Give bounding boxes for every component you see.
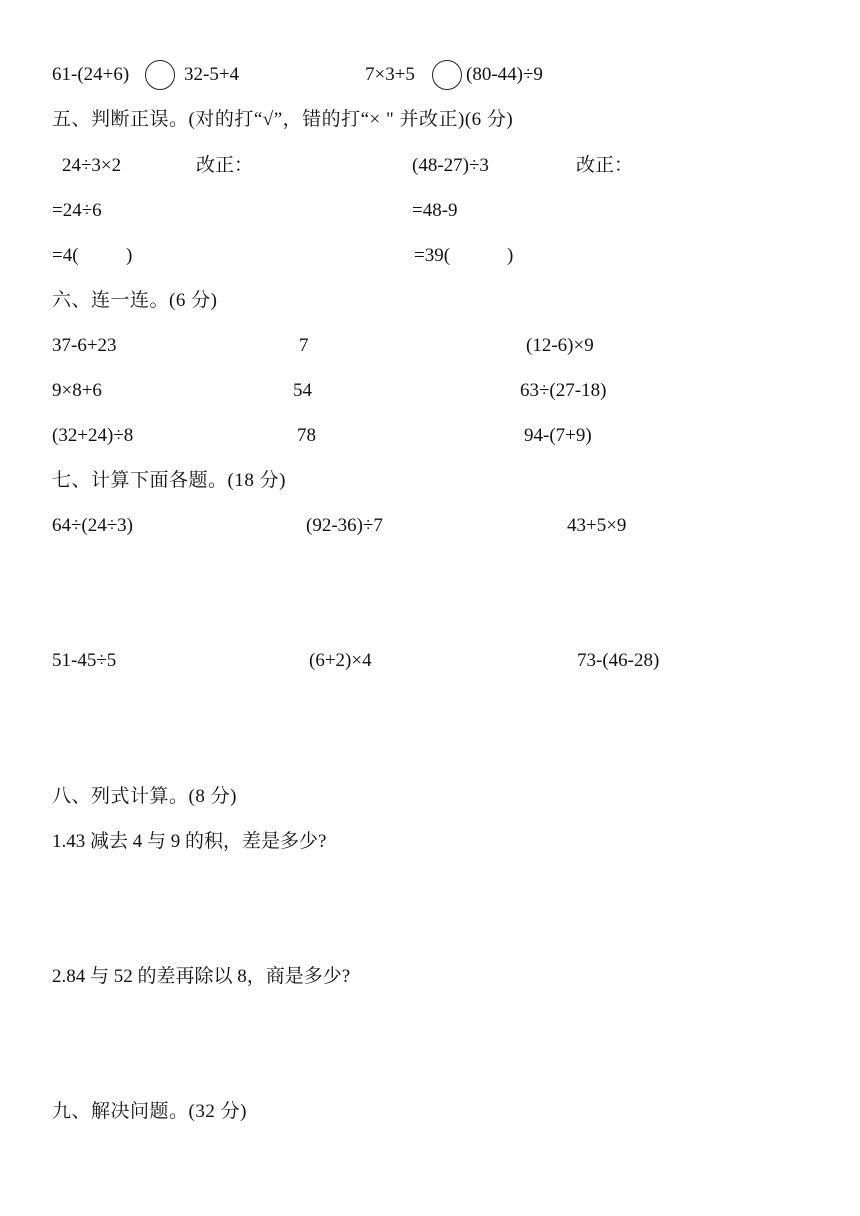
s7-problem: (92-36)÷7 xyxy=(306,515,383,536)
compare-right-expr: 7×3+5 xyxy=(365,64,415,85)
s5-right-line1: (48-27)÷3 xyxy=(412,155,489,176)
section5-title: 五、判断正误。(对的打“√”，错的打“× " 并改正)(6 分) xyxy=(52,109,514,130)
s6-left-item[interactable]: 9×8+6 xyxy=(52,380,102,401)
s6-middle-item[interactable]: 78 xyxy=(297,425,316,446)
s8-question-2: 2.84 与 52 的差再除以 8，商是多少? xyxy=(52,966,351,987)
s5-right-line2: =48-9 xyxy=(412,200,458,221)
s5-right-line3: =39( ) xyxy=(414,245,514,266)
s7-problem: 43+5×9 xyxy=(567,515,627,536)
section7-title: 七、计算下面各题。(18 分) xyxy=(52,470,286,491)
s7-problem: 51-45÷5 xyxy=(52,650,117,671)
section8-title: 八、列式计算。(8 分) xyxy=(52,786,237,807)
s6-left-item[interactable]: 37-6+23 xyxy=(52,335,117,356)
s5-left-correction: 改正： xyxy=(196,155,254,176)
s7-problem: (6+2)×4 xyxy=(309,650,372,671)
section6-title: 六、连一连。(6 分) xyxy=(52,290,218,311)
compare-right-rhs: (80-44)÷9 xyxy=(466,64,543,85)
s5-left-line1: 24÷3×2 xyxy=(62,155,122,176)
compare-left-expr: 61-(24+6) xyxy=(52,64,130,85)
s6-middle-item[interactable]: 54 xyxy=(293,380,312,401)
section9-title: 九、解决问题。(32 分) xyxy=(52,1101,247,1122)
s7-problem: 73-(46-28) xyxy=(577,650,660,671)
s6-right-item[interactable]: 94-(7+9) xyxy=(524,425,592,446)
s5-left-line2: =24÷6 xyxy=(52,200,102,221)
s8-question-1: 1.43 减去 4 与 9 的积，差是多少? xyxy=(52,831,327,852)
s5-left-line3: =4( ) xyxy=(52,245,133,266)
s6-middle-item[interactable]: 7 xyxy=(299,335,309,356)
s7-problem: 64÷(24÷3) xyxy=(52,515,134,536)
compare-right-circle[interactable] xyxy=(432,60,462,90)
compare-left-circle[interactable] xyxy=(145,60,175,90)
s6-right-item[interactable]: (12-6)×9 xyxy=(526,335,594,356)
s6-left-item[interactable]: (32+24)÷8 xyxy=(52,425,134,446)
s5-right-correction: 改正： xyxy=(576,155,634,176)
s6-right-item[interactable]: 63÷(27-18) xyxy=(520,380,607,401)
compare-left-rhs: 32-5+4 xyxy=(184,64,240,85)
